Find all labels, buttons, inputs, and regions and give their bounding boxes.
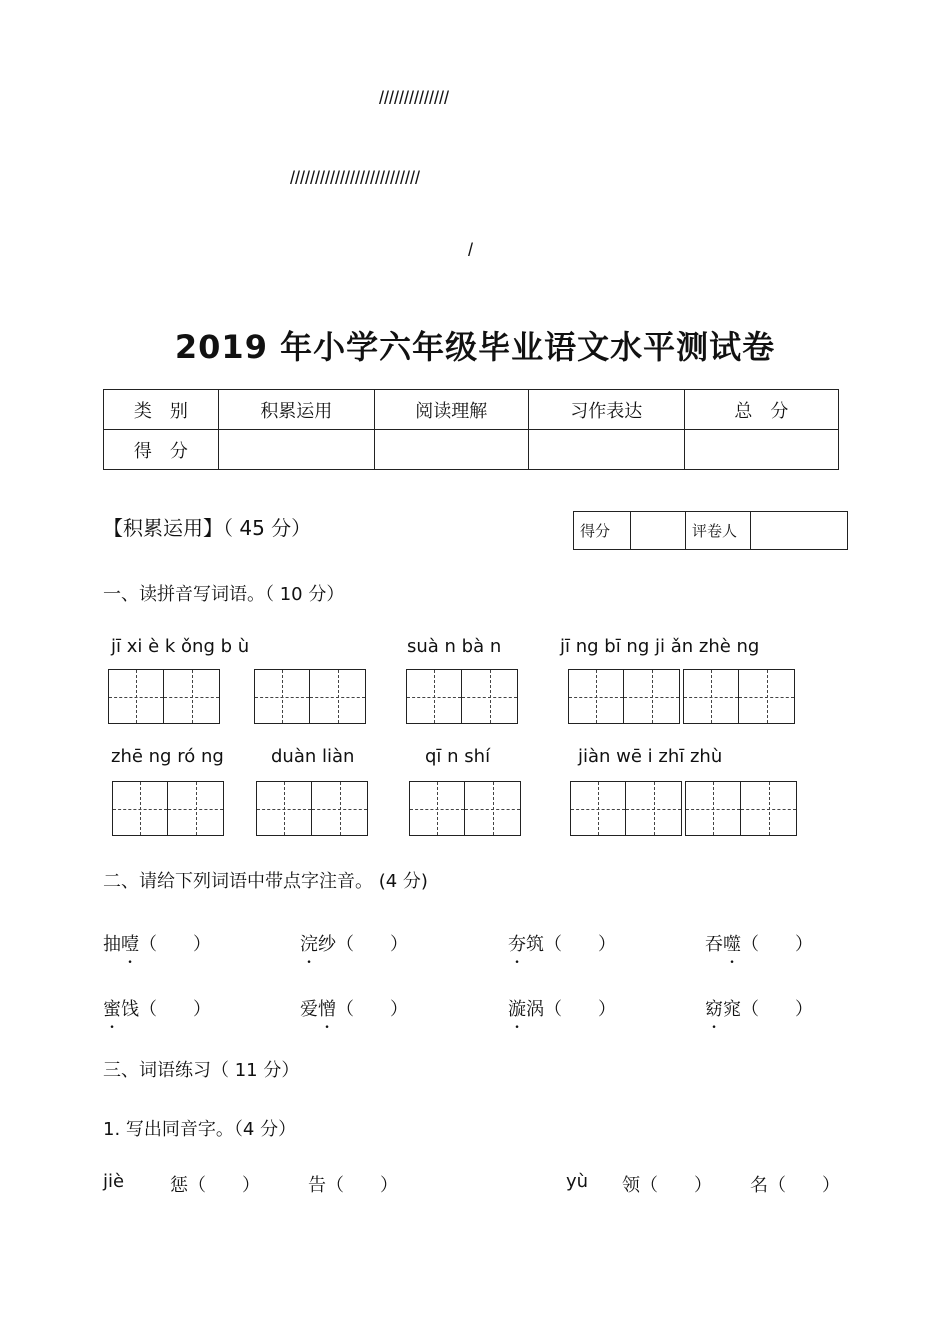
section-accumulation-heading: 【积累运用】（ 45 分） — [103, 516, 312, 540]
q2-item-2: 浣纱（ ） — [300, 934, 408, 955]
q3-pinyin-yu: yù — [566, 1171, 589, 1192]
header-writing: 习作表达 — [528, 390, 684, 430]
q2-item-3: 夯筑（ ） — [508, 934, 616, 955]
q3-blank-gao[interactable]: 告（ ） — [308, 1175, 398, 1196]
pinyin-1-1: jī xi è k ǒng b ù — [111, 636, 250, 657]
score-table-score-row — [104, 430, 839, 470]
header-mark-1: ////////////// — [379, 88, 450, 108]
grader-box — [573, 511, 848, 550]
score-table — [103, 389, 839, 470]
pinyin-2-1: zhē ng ró ng — [111, 746, 224, 767]
writing-grid-5[interactable] — [256, 781, 368, 836]
writing-grid-1b[interactable] — [254, 669, 366, 724]
pinyin-1-2: suà n bà n — [407, 636, 502, 657]
grader-score-cell[interactable] — [631, 512, 686, 550]
writing-grid-6[interactable] — [409, 781, 521, 836]
header-reading: 阅读理解 — [374, 390, 528, 430]
q3-blank-ming[interactable]: 名（ ） — [750, 1175, 840, 1196]
q3-pinyin-jie: jiè — [103, 1171, 125, 1192]
writing-grid-3b[interactable] — [683, 669, 795, 724]
writing-grid-1a[interactable] — [108, 669, 220, 724]
pinyin-1-3: jī ng bī ng ji ǎn zhè ng — [560, 636, 760, 657]
q3-sub1-heading: 1. 写出同音字。（4 分） — [103, 1119, 297, 1140]
score-cell-total[interactable] — [684, 430, 838, 470]
pinyin-2-3: qī n shí — [425, 746, 491, 767]
pinyin-2-2: duàn liàn — [271, 746, 355, 767]
score-cell-reading[interactable] — [374, 430, 528, 470]
writing-grid-7b[interactable] — [685, 781, 797, 836]
q2-item-4: 吞噬（ ） — [705, 934, 813, 955]
header-mark-3: / — [468, 240, 474, 260]
header-total: 总 分 — [684, 390, 838, 430]
pinyin-2-4: jiàn wē i zhī zhù — [578, 746, 723, 767]
grader-name-label: 评卷人 — [686, 512, 751, 550]
q3-heading: 三、词语练习（ 11 分） — [103, 1060, 300, 1081]
writing-grid-4[interactable] — [112, 781, 224, 836]
header-accumulation: 积累运用 — [218, 390, 374, 430]
q2-item-8: 窈窕（ ） — [705, 999, 813, 1020]
grader-name-cell[interactable] — [751, 512, 848, 550]
writing-grid-2[interactable] — [406, 669, 518, 724]
q2-heading: 二、请给下列词语中带点字注音。 (4 分) — [103, 871, 428, 892]
writing-grid-7a[interactable] — [570, 781, 682, 836]
score-row-label: 得 分 — [104, 430, 219, 470]
q2-item-1: 抽噎（ ） — [103, 934, 211, 955]
q3-blank-cheng[interactable]: 惩（ ） — [170, 1175, 260, 1196]
q2-item-5: 蜜饯（ ） — [103, 999, 211, 1020]
header-mark-2: ////////////////////////// — [290, 168, 421, 188]
q2-item-7: 漩涡（ ） — [508, 999, 616, 1020]
q2-item-6: 爱憎（ ） — [300, 999, 408, 1020]
q1-heading: 一、读拼音写词语。（ 10 分） — [103, 584, 345, 605]
header-category: 类 别 — [104, 390, 219, 430]
writing-grid-3a[interactable] — [568, 669, 680, 724]
score-cell-writing[interactable] — [528, 430, 684, 470]
page-title: 2019 年小学六年级毕业语文水平测试卷 — [174, 328, 776, 366]
grader-score-label: 得分 — [574, 512, 631, 550]
q3-blank-ling[interactable]: 领（ ） — [622, 1175, 712, 1196]
score-table-header-row — [104, 390, 839, 430]
score-cell-accumulation[interactable] — [218, 430, 374, 470]
